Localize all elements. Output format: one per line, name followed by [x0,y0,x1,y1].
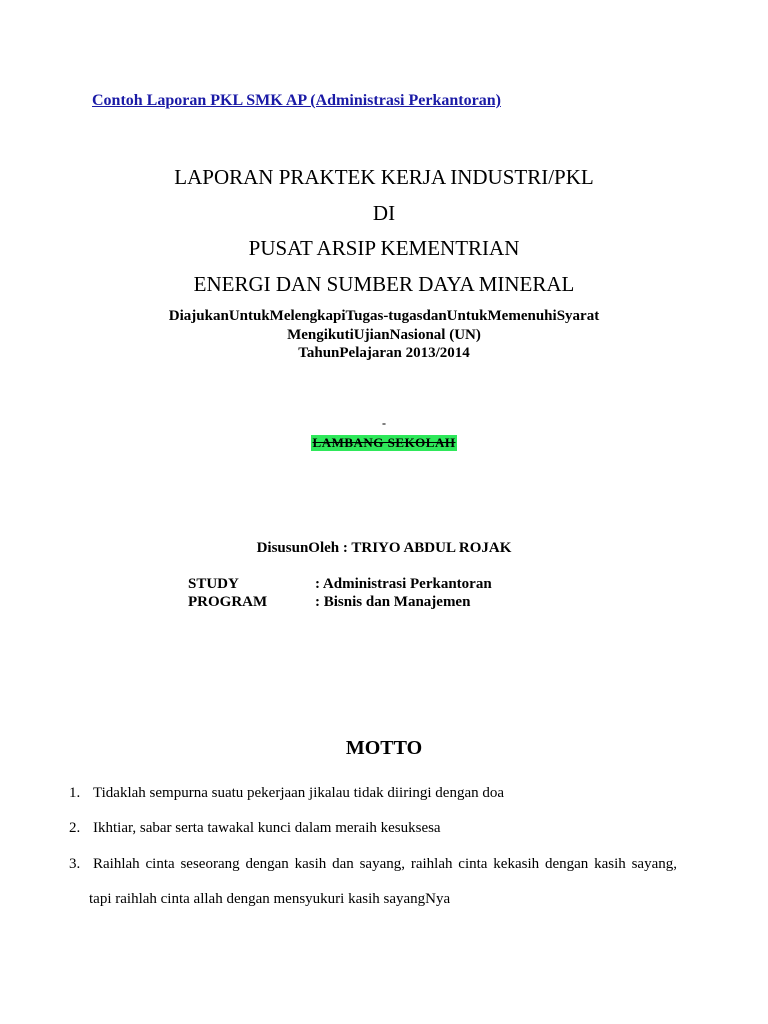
logo-dash: - [382,416,386,430]
subtitle-line-1: DiajukanUntukMelengkapiTugas-tugasdanUntukMemenuhiSyarat [168,308,600,324]
motto-item-3-number: 3. [69,856,81,872]
author-line: DisusunOleh : TRIYO ABDUL ROJAK [256,540,512,556]
subtitle-line-3: TahunPelajaran 2013/2014 [298,345,470,361]
logo-placeholder [0,434,768,452]
motto-item-2-number: 2. [69,820,81,836]
subtitle-line-2: MengikutiUjianNasional (UN) [287,327,481,343]
program-label: PROGRAM [188,594,268,610]
report-title-line-4: ENERGI DAN SUMBER DAYA MINERAL [193,272,575,296]
motto-item-2-text: Ikhtiar, sabar serta tawakal kunci dalam meraih kesuksesa [93,820,441,836]
report-title-line-1: LAPORAN PRAKTEK KERJA INDUSTRI/PKL [174,165,594,189]
motto-item-1-text: Tidaklah sempurna suatu pekerjaan jikalau tidak diiringi dengan doa [93,785,505,801]
report-title-line-3: PUSAT ARSIP KEMENTRIAN [248,236,520,260]
program-value: : Bisnis dan Manajemen [315,594,471,610]
motto-item-3-text: Raihlah cinta seseorang dengan kasih dan sayang, raihlah cinta kekasih dengan kasih sayang, [93,856,677,872]
motto-item-1-number: 1. [69,785,81,801]
motto-title: MOTTO [345,737,423,759]
report-title-line-2: DI [372,201,396,225]
study-value: : Administrasi Perkantoran [315,576,492,592]
study-label: STUDY [188,576,239,592]
header-link[interactable]: Contoh Laporan PKL SMK AP (Administrasi Perkantoran) [92,92,501,109]
logo-placeholder-label: LAMBANG SEKOLAH [312,435,456,450]
motto-item-3-continuation: tapi raihlah cinta allah dengan mensyukuri kasih sayangNya [89,891,451,907]
